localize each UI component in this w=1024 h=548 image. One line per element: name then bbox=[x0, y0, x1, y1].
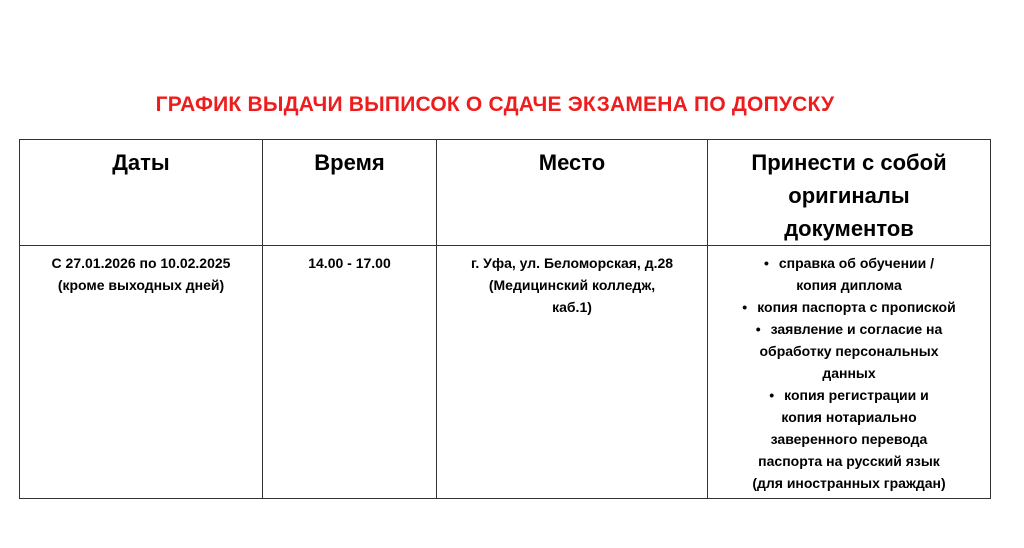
document-text: копия регистрации и копия нотариально заверенного перевода паспорта на русский язык (для иностранных граждан) bbox=[752, 387, 946, 491]
bullet-icon: • bbox=[763, 255, 769, 271]
schedule-table bbox=[19, 139, 991, 499]
bullet-icon: • bbox=[742, 299, 748, 315]
document-text: справка об обучении / копия диплома bbox=[778, 255, 935, 293]
document-text: копия паспорта с пропиской bbox=[757, 299, 956, 315]
cell-documents bbox=[708, 246, 991, 499]
document-list-item bbox=[708, 384, 990, 494]
bullet-icon: • bbox=[769, 387, 775, 403]
header-documents: Принести с собой оригиналы документов bbox=[708, 140, 991, 246]
header-time: Время bbox=[263, 140, 437, 246]
header-place: Место bbox=[437, 140, 708, 246]
document-list-item bbox=[708, 252, 990, 296]
table-row bbox=[20, 246, 991, 499]
bullet-icon: • bbox=[755, 321, 761, 337]
document-list-item bbox=[708, 296, 990, 318]
document-text: заявление и согласие на обработку персональных данных bbox=[759, 321, 943, 381]
cell-place: г. Уфа, ул. Беломорская, д.28 (Медицинский колледж, каб.1) bbox=[437, 246, 708, 499]
table-header-row bbox=[20, 140, 991, 246]
document-list-item bbox=[708, 318, 990, 384]
cell-time: 14.00 - 17.00 bbox=[263, 246, 437, 499]
header-dates: Даты bbox=[20, 140, 263, 246]
cell-dates: С 27.01.2026 по 10.02.2025 (кроме выходных дней) bbox=[20, 246, 263, 499]
page-title: ГРАФИК ВЫДАЧИ ВЫПИСОК О СДАЧЕ ЭКЗАМЕНА ПО ДОПУСКУ bbox=[155, 93, 835, 116]
